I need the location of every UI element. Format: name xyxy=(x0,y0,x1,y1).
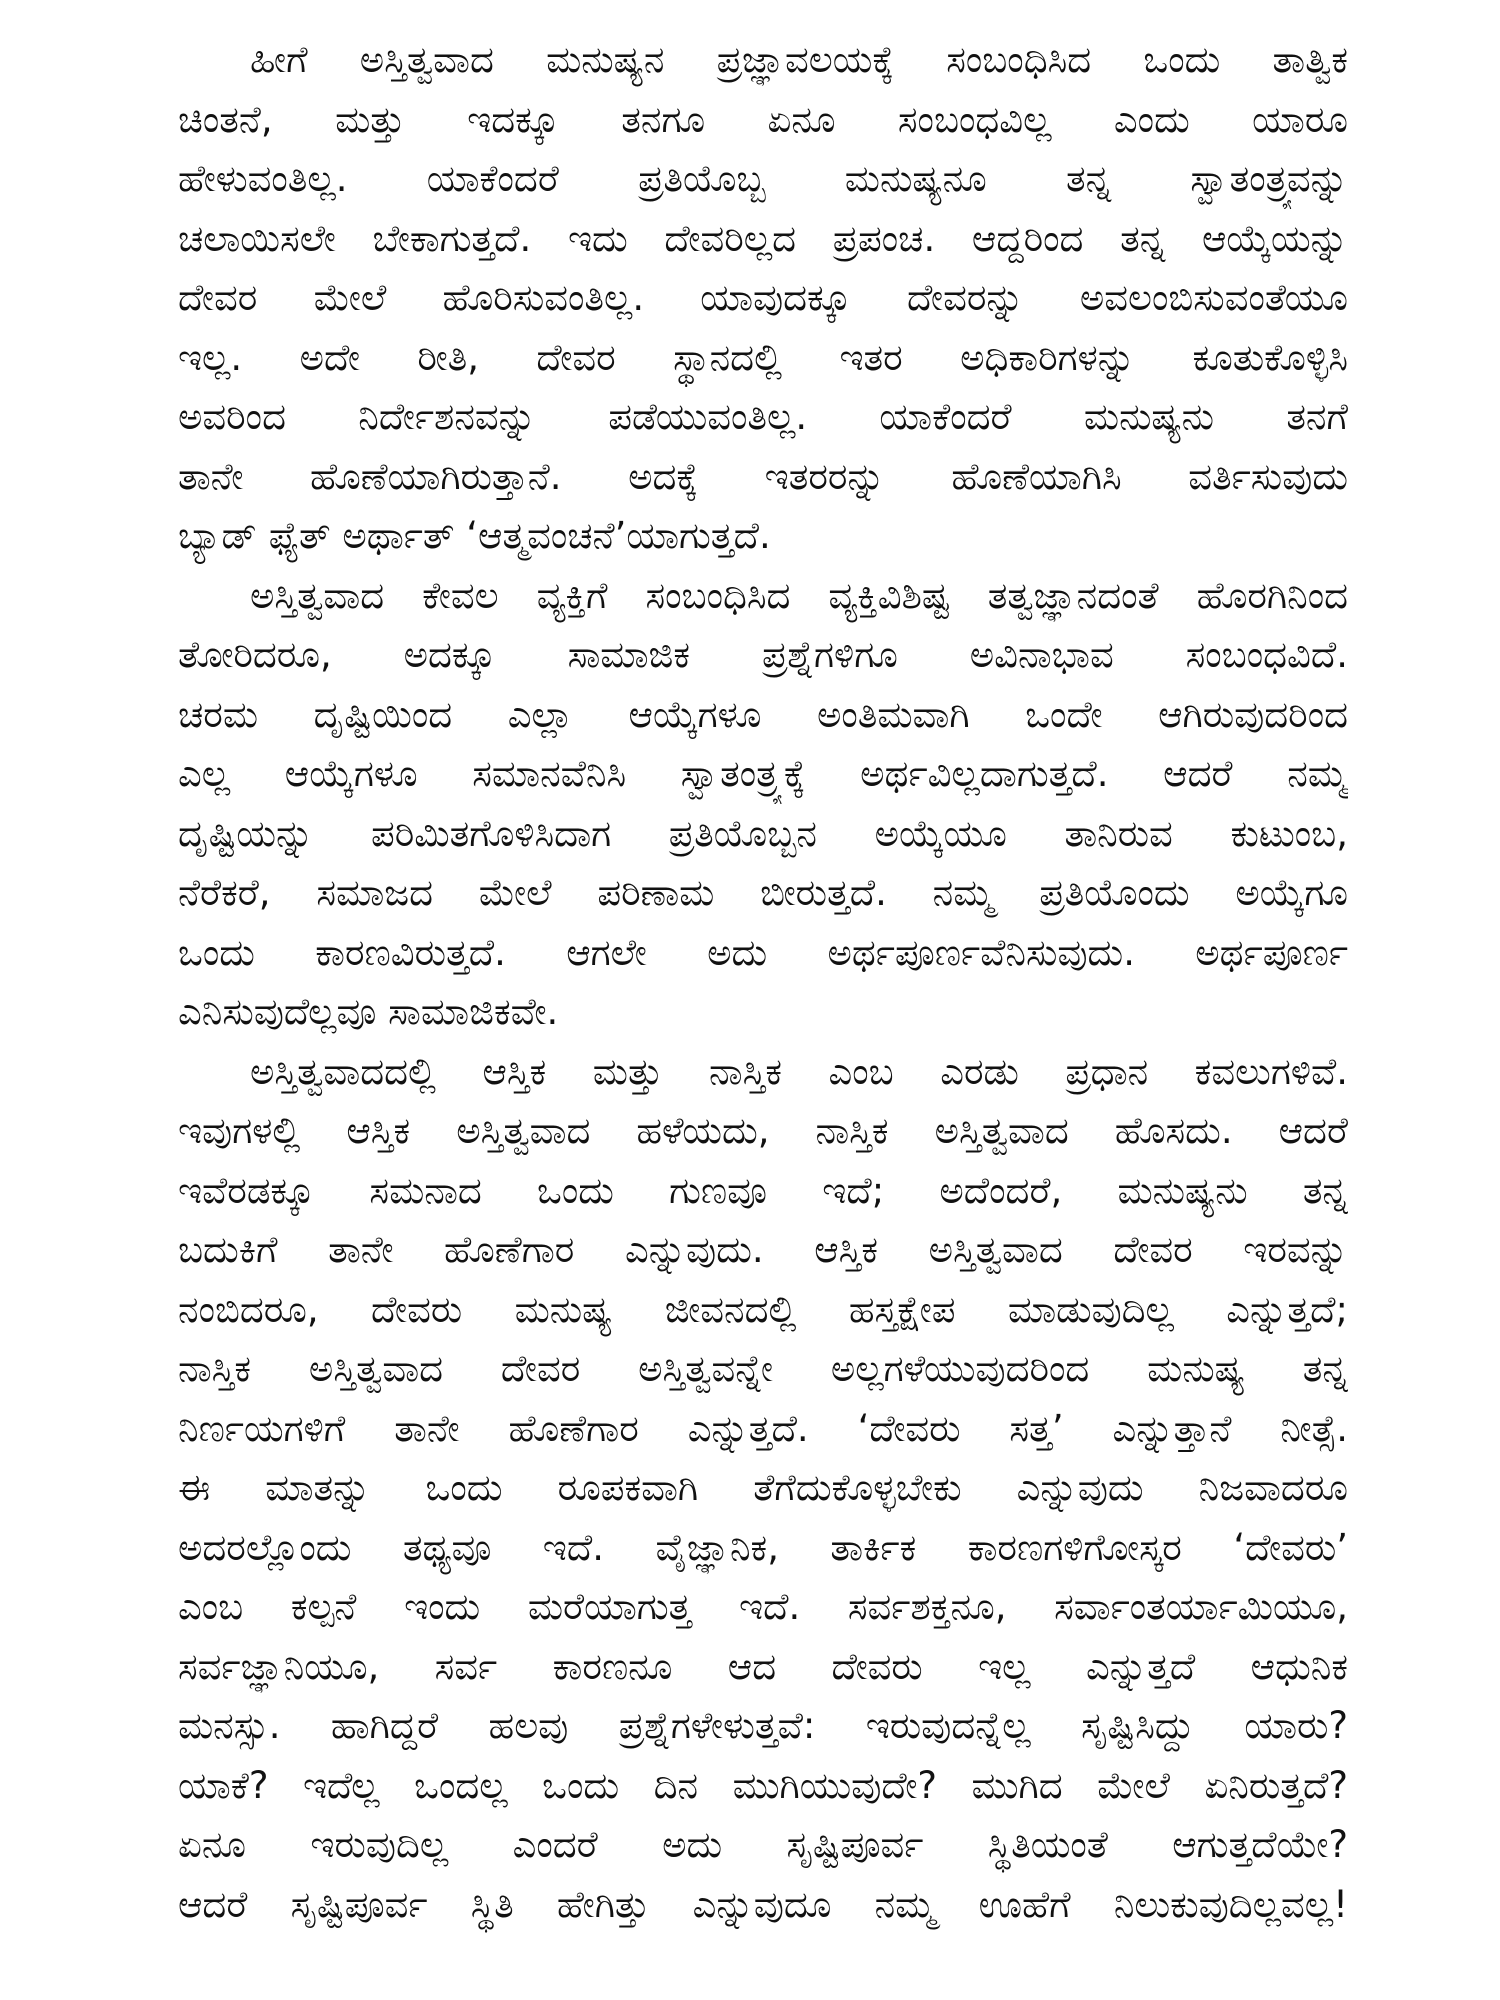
text-line: ಅದರಲ್ಲೊಂದು ತಥ್ಯವೂ ಇದೆ. ವೈಜ್ಞಾನಿಕ, ತಾರ್ಕಿಕ ಕಾರಣಗಳಿಗೋಸ್ಕರ ‘ದೇವರು’ xyxy=(178,1525,1348,1569)
paragraph-1 xyxy=(178,30,1348,566)
text-line: ಚಿಂತನೆ, ಮತ್ತು ಇದಕ್ಕೂ ತನಗೂ ಏನೂ ಸಂಬಂಧವಿಲ್ಲ ಎಂದು ಯಾರೂ xyxy=(178,97,1348,141)
text-line: ಏನೂ ಇರುವುದಿಲ್ಲ ಎಂದರೆ ಅದು ಸೃಷ್ಟಿಪೂರ್ವ ಸ್ಥಿತಿಯಂತೆ ಆಗುತ್ತದೆಯೇ? xyxy=(178,1823,1348,1866)
text-line: ಯಾಕೆ? ಇದೆಲ್ಲ ಒಂದಲ್ಲ ಒಂದು ದಿನ ಮುಗಿಯುವುದೇ? ಮುಗಿದ ಮೇಲೆ ಏನಿರುತ್ತದೆ? xyxy=(178,1763,1348,1807)
text-line: ಚಲಾಯಿಸಲೇ ಬೇಕಾಗುತ್ತದೆ. ಇದು ದೇವರಿಲ್ಲದ ಪ್ರಪಂಚ. ಆದ್ದರಿಂದ ತನ್ನ ಆಯ್ಕೆಯನ್ನು xyxy=(178,216,1348,260)
text-line: ನಾಸ್ತಿಕ ಅಸ್ತಿತ್ವವಾದ ದೇವರ ಅಸ್ತಿತ್ವವನ್ನೇ ಅಲ್ಲಗಳೆಯುವುದರಿಂದ ಮನುಷ್ಯ ತನ್ನ xyxy=(178,1347,1348,1390)
text-line: ಎಂಬ ಕಲ್ಪನೆ ಇಂದು ಮರೆಯಾಗುತ್ತ ಇದೆ. ಸರ್ವಶಕ್ತನೂ, ಸರ್ವಾಂತರ್ಯಾಮಿಯೂ, xyxy=(178,1585,1348,1628)
text-line: ಚರಮ ದೃಷ್ಟಿಯಿಂದ ಎಲ್ಲಾ ಆಯ್ಕೆಗಳೂ ಅಂತಿಮವಾಗಿ ಒಂದೇ ಆಗಿರುವುದರಿಂದ xyxy=(178,692,1348,736)
text-line: ಇವೆರಡಕ್ಕೂ ಸಮನಾದ ಒಂದು ಗುಣವೂ ಇದೆ; ಅದೆಂದರೆ, ಮನುಷ್ಯನು ತನ್ನ xyxy=(178,1168,1348,1212)
text-line: ನಿರ್ಣಯಗಳಿಗೆ ತಾನೇ ಹೊಣೆಗಾರ ಎನ್ನುತ್ತದೆ. ‘ದೇವರು ಸತ್ತ’ ಎನ್ನುತ್ತಾನೆ ನೀತ್ಸೆ. xyxy=(178,1406,1348,1450)
paragraph-3 xyxy=(178,1042,1348,1935)
text-line: ದೃಷ್ಟಿಯನ್ನು ಪರಿಮಿತಗೊಳಿಸಿದಾಗ ಪ್ರತಿಯೊಬ್ಬನ ಅಯ್ಕೆಯೂ ತಾನಿರುವ ಕುಟುಂಬ, xyxy=(178,811,1348,855)
text-line: ಒಂದು ಕಾರಣವಿರುತ್ತದೆ. ಆಗಲೇ ಅದು ಅರ್ಥಪೂರ್ಣವೆನಿಸುವುದು. ಅರ್ಥಪೂರ್ಣ xyxy=(178,930,1348,974)
paragraph-2 xyxy=(178,566,1348,1042)
text-line: ಸರ್ವಜ್ಞಾನಿಯೂ, ಸರ್ವ ಕಾರಣನೂ ಆದ ದೇವರು ಇಲ್ಲ ಎನ್ನುತ್ತದೆ ಆಧುನಿಕ xyxy=(178,1644,1348,1688)
text-line: ತಾನೇ ಹೊಣೆಯಾಗಿರುತ್ತಾನೆ. ಅದಕ್ಕೆ ಇತರರನ್ನು ಹೊಣೆಯಾಗಿಸಿ ವರ್ತಿಸುವುದು xyxy=(178,454,1348,498)
text-line: ಇಲ್ಲ. ಅದೇ ರೀತಿ, ದೇವರ ಸ್ಥಾನದಲ್ಲಿ ಇತರ ಅಧಿಕಾರಿಗಳನ್ನು ಕೂತುಕೊಳ್ಳಿಸಿ xyxy=(178,335,1348,379)
text-line: ಬದುಕಿಗೆ ತಾನೇ ಹೊಣೆಗಾರ ಎನ್ನುವುದು. ಆಸ್ತಿಕ ಅಸ್ತಿತ್ವವಾದ ದೇವರ ಇರವನ್ನು xyxy=(178,1228,1348,1271)
text-line: ಅವರಿಂದ ನಿರ್ದೇಶನವನ್ನು ಪಡೆಯುವಂತಿಲ್ಲ. ಯಾಕೆಂದರೆ ಮನುಷ್ಯನು ತನಗೆ xyxy=(178,395,1348,438)
text-line: ಈ ಮಾತನ್ನು ಒಂದು ರೂಪಕವಾಗಿ ತೆಗೆದುಕೊಳ್ಳಬೇಕು ಎನ್ನುವುದು ನಿಜವಾದರೂ xyxy=(178,1466,1348,1509)
text-line: ಬ್ಯಾಡ್ ಫ್ಯೆತ್ ಅರ್ಥಾತ್ ‘ಆತ್ಮವಂಚನೆ’ಯಾಗುತ್ತದೆ. xyxy=(178,514,771,557)
text-line: ಇವುಗಳಲ್ಲಿ ಆಸ್ತಿಕ ಅಸ್ತಿತ್ವವಾದ ಹಳೆಯದು, ನಾಸ್ತಿಕ ಅಸ್ತಿತ್ವವಾದ ಹೊಸದು. ಆದರೆ xyxy=(178,1109,1348,1152)
text-line: ನೆರೆಕರೆ, ಸಮಾಜದ ಮೇಲೆ ಪರಿಣಾಮ ಬೀರುತ್ತದೆ. ನಮ್ಮ ಪ್ರತಿಯೊಂದು ಅಯ್ಕೆಗೂ xyxy=(178,871,1348,914)
text-line: ತೋರಿದರೂ, ಅದಕ್ಕೂ ಸಾಮಾಜಿಕ ಪ್ರಶ್ನೆಗಳಿಗೂ ಅವಿನಾಭಾವ ಸಂಬಂಧವಿದೆ. xyxy=(178,633,1348,676)
text-line: ನಂಬಿದರೂ, ದೇವರು ಮನುಷ್ಯ ಜೀವನದಲ್ಲಿ ಹಸ್ತಕ್ಷೇಪ ಮಾಡುವುದಿಲ್ಲ ಎನ್ನುತ್ತದೆ; xyxy=(178,1287,1348,1331)
text-line: ಹೀಗೆ ಅಸ್ತಿತ್ವವಾದ ಮನುಷ್ಯನ ಪ್ರಜ್ಞಾವಲಯಕ್ಕೆ ಸಂಬಂಧಿಸಿದ ಒಂದು ತಾತ್ವಿಕ xyxy=(250,38,1348,81)
text-line: ಹೇಳುವಂತಿಲ್ಲ. ಯಾಕೆಂದರೆ ಪ್ರತಿಯೊಬ್ಬ ಮನುಷ್ಯನೂ ತನ್ನ ಸ್ವಾತಂತ್ರ್ಯವನ್ನು xyxy=(178,157,1348,200)
text-line: ಅಸ್ತಿತ್ವವಾದದಲ್ಲಿ ಆಸ್ತಿಕ ಮತ್ತು ನಾಸ್ತಿಕ ಎಂಬ ಎರಡು ಪ್ರಧಾನ ಕವಲುಗಳಿವೆ. xyxy=(250,1049,1348,1093)
text-line: ಅಸ್ತಿತ್ವವಾದ ಕೇವಲ ವ್ಯಕ್ತಿಗೆ ಸಂಬಂಧಿಸಿದ ವ್ಯಕ್ತಿವಿಶಿಷ್ಟ ತತ್ವಜ್ಞಾನದಂತೆ ಹೊರಗಿನಿಂದ xyxy=(250,573,1348,617)
text-line: ದೇವರ ಮೇಲೆ ಹೊರಿಸುವಂತಿಲ್ಲ. ಯಾವುದಕ್ಕೂ ದೇವರನ್ನು ಅವಲಂಬಿಸುವಂತೆಯೂ xyxy=(178,276,1348,319)
text-line: ಆದರೆ ಸೃಷ್ಟಿಪೂರ್ವ ಸ್ಥಿತಿ ಹೇಗಿತ್ತು ಎನ್ನುವುದೂ ನಮ್ಮ ಊಹೆಗೆ ನಿಲುಕುವುದಿಲ್ಲವಲ್ಲ! xyxy=(178,1882,1348,1926)
text-line: ಎಲ್ಲ ಆಯ್ಕೆಗಳೂ ಸಮಾನವೆನಿಸಿ ಸ್ವಾತಂತ್ರ್ಯಕ್ಕೆ ಅರ್ಥವಿಲ್ಲದಾಗುತ್ತದೆ. ಆದರೆ ನಮ್ಮ xyxy=(178,752,1348,795)
text-line: ಎನಿಸುವುದೆಲ್ಲವೂ ಸಾಮಾಜಿಕವೇ. xyxy=(178,990,559,1033)
document-page xyxy=(178,30,1348,1934)
text-line: ಮನಸ್ಸು. ಹಾಗಿದ್ದರೆ ಹಲವು ಪ್ರಶ್ನೆಗಳೇಳುತ್ತವೆ: ಇರುವುದನ್ನೆಲ್ಲ ಸೃಷ್ಟಿಸಿದ್ದು ಯಾರು? xyxy=(178,1704,1348,1747)
